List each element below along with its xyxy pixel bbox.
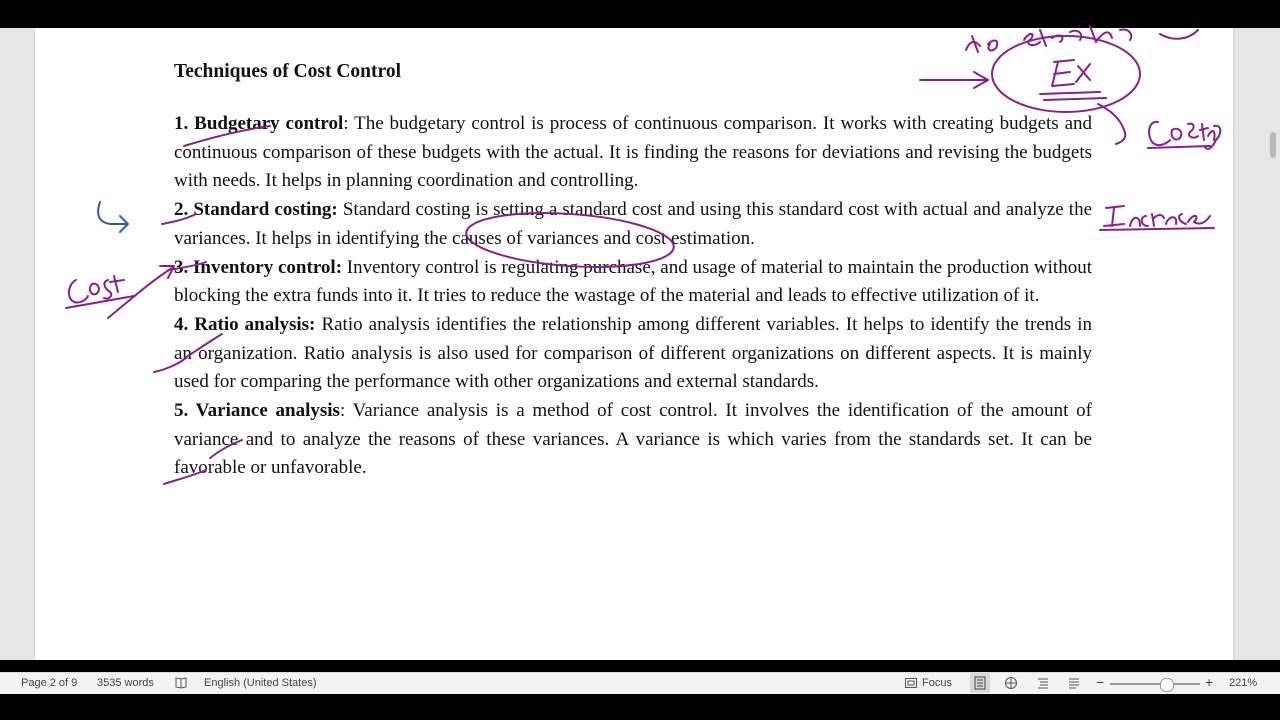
- page-count[interactable]: Page 2 of 9: [21, 677, 78, 689]
- vertical-scrollbar-thumb[interactable]: [1270, 132, 1276, 158]
- list-item-ratio-analysis: [174, 311, 1092, 397]
- zoom-slider-track[interactable]: [1110, 683, 1200, 685]
- zoom-slider-knob[interactable]: [1160, 678, 1174, 692]
- status-bar: [0, 672, 1280, 695]
- word-count[interactable]: 3535 words: [97, 677, 154, 689]
- zoom-out-button[interactable]: −: [1096, 674, 1105, 690]
- draft-view-icon[interactable]: [1067, 676, 1081, 693]
- zoom-level[interactable]: 221%: [1229, 677, 1258, 689]
- item-text: Variance analysis is a method of cost control. It involves the identification of the amount of variance and to analyze the reasons of these variances. A variance is which varies from the standards set. It can be favorable or unfavorable.: [174, 400, 1092, 479]
- section-heading: Techniques of Cost Control: [174, 61, 401, 82]
- item-separator: :: [339, 400, 353, 422]
- list-item-variance-analysis: [174, 397, 1092, 483]
- item-text: Standard costing is setting a standard cost and using this standard cost with actual and analyze the variances. It helps in identifying the causes of variances and cost estimation.: [174, 199, 1093, 249]
- item-title: 4. Ratio analysis:: [174, 313, 316, 335]
- item-title: 1. Budgetary control: [174, 113, 344, 134]
- web-layout-view-icon[interactable]: [1004, 676, 1018, 693]
- list-item-budgetary-control: [174, 110, 1092, 196]
- item-text: Inventory control is regulating purchase, and usage of material to maintain the production without blocking the extra funds into it. It tries to reduce the wastage of the material and leads to effective utilization of it.: [174, 256, 1092, 307]
- focus-button[interactable]: Focus: [922, 677, 952, 689]
- outline-view-icon[interactable]: [1036, 676, 1050, 693]
- screen-bottom-border: [0, 694, 1280, 720]
- item-title: 3. Inventory control:: [174, 256, 343, 278]
- item-title: 5. Variance analysis: [174, 400, 340, 422]
- document-canvas: [0, 28, 1280, 660]
- document-body[interactable]: [174, 56, 1092, 483]
- item-text: Ratio analysis identifies the relationship among different variables. It helps to identify the trends in an organization. Ratio analysis is also used for comparison of different organizations on different aspects. It is mainly used for comparing the performance with other organizations and external standards.: [174, 313, 1093, 393]
- list-item-inventory-control: [174, 254, 1092, 311]
- focus-icon[interactable]: [904, 676, 918, 693]
- item-title: 2. Standard costing:: [174, 199, 338, 221]
- proofing-book-icon[interactable]: [174, 676, 188, 693]
- item-text: The budgetary control is process of continuous comparison. It works with creating budgets and continuous comparison of these budgets with the actual. It is finding the reasons for deviations and revising the budgets with needs. It helps in planning coordination and controlling.: [174, 113, 1093, 192]
- zoom-in-button[interactable]: +: [1205, 674, 1214, 690]
- language-indicator[interactable]: English (United States): [204, 677, 317, 689]
- item-separator: :: [343, 113, 355, 134]
- list-item-standard-costing: [174, 196, 1092, 253]
- document-page[interactable]: [35, 28, 1233, 660]
- print-layout-view-icon[interactable]: [970, 673, 990, 693]
